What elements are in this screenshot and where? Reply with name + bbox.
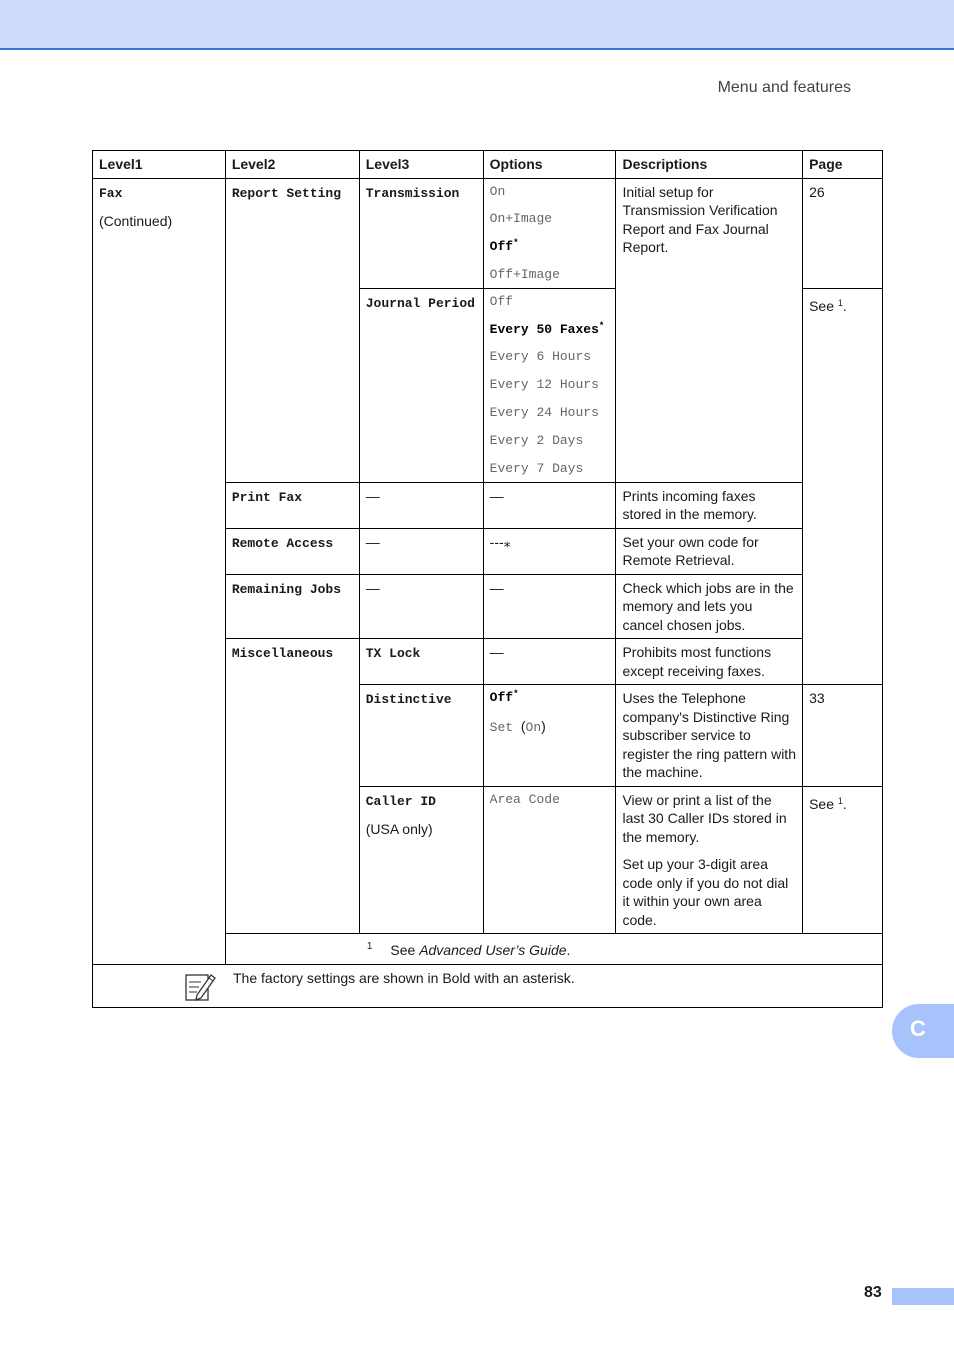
note-row	[93, 964, 883, 1007]
option-item-default	[490, 321, 610, 339]
description-cell: Check which jobs are in the memory and lets you cancel chosen jobs.	[616, 574, 803, 639]
footnote-guide-title: Advanced User’s Guide	[419, 942, 567, 959]
level2-remote-access: Remote Access	[231, 535, 334, 551]
paren-close: )	[541, 717, 546, 734]
level3-distinctive: Distinctive	[365, 692, 452, 708]
page-see-label: See	[809, 297, 835, 314]
page-dot: .	[842, 297, 847, 314]
level3-cell	[359, 685, 483, 787]
option-item: Every 2 Days	[489, 432, 584, 448]
level1-cell	[93, 178, 226, 964]
page-cell: 26	[803, 178, 883, 288]
option-item: Every 6 Hours	[489, 349, 592, 365]
level3-cell	[359, 786, 483, 934]
appendix-tab	[892, 1004, 954, 1058]
option-item: On	[489, 183, 506, 199]
option-item: On+Image	[489, 211, 553, 227]
level2-miscellaneous: Miscellaneous	[231, 646, 334, 662]
level3-tx-lock: TX Lock	[365, 646, 421, 662]
asterisk-mark: *	[513, 238, 519, 249]
level2-cell	[225, 528, 359, 574]
options-cell	[483, 288, 616, 482]
level3-cell: —	[359, 482, 483, 528]
column-header: Level2	[225, 151, 359, 179]
level2-cell	[225, 574, 359, 639]
level3-caller-id: Caller ID	[365, 793, 436, 809]
options-cell: —	[483, 574, 616, 639]
level3-cell	[359, 639, 483, 685]
section-title: Menu and features	[717, 79, 851, 96]
options-cell	[483, 178, 616, 288]
footnote-marker: 1	[366, 941, 373, 953]
footnote-ref: 1	[837, 795, 843, 806]
column-header: Descriptions	[616, 151, 803, 179]
level1-note: (Continued)	[99, 213, 173, 229]
description-cell	[616, 786, 803, 934]
page-see-label: See	[809, 795, 835, 812]
level2-cell	[225, 482, 359, 528]
level3-cell: —	[359, 574, 483, 639]
page-number-bar	[892, 1288, 954, 1305]
page-dot: .	[842, 795, 847, 812]
level3-cell	[359, 178, 483, 288]
footnote-suffix: .	[566, 942, 571, 959]
appendix-letter: C	[910, 1016, 926, 1041]
column-header: Options	[483, 151, 616, 179]
asterisk-mark: *	[513, 689, 519, 700]
header-band	[0, 0, 954, 50]
option-label: Every 50 Faxes	[489, 321, 599, 337]
option-item	[490, 717, 610, 737]
page-number: 83	[864, 1284, 882, 1301]
options-cell	[483, 685, 616, 787]
option-item-default	[490, 689, 610, 707]
description-cell: Prohibits most functions except receiving faxes.	[616, 639, 803, 685]
paren-open: (	[520, 717, 526, 734]
option-item: Off+Image	[489, 266, 560, 282]
option-item: Every 12 Hours	[489, 377, 599, 393]
column-header: Level3	[359, 151, 483, 179]
option-label: Set	[489, 719, 514, 735]
level3-cell	[359, 288, 483, 482]
column-header: Level1	[93, 151, 226, 179]
level3-cell: —	[359, 528, 483, 574]
description-cell: Set your own code for Remote Retrieval.	[616, 528, 803, 574]
option-item: Every 24 Hours	[489, 405, 599, 421]
table-row	[93, 178, 883, 288]
option-item: Every 7 Days	[489, 460, 584, 476]
table-header-row	[93, 151, 883, 179]
option-label: Off	[489, 690, 514, 706]
level2-print-fax: Print Fax	[231, 489, 303, 505]
level2-remaining-jobs: Remaining Jobs	[231, 581, 342, 597]
column-header: Page	[803, 151, 883, 179]
description-text: Set up your 3-digit area code only if you do not dial it within your own area code.	[622, 856, 789, 928]
asterisk-mark: *	[598, 320, 605, 331]
note-text: The factory settings are shown in Bold with an asterisk.	[233, 969, 575, 986]
options-cell	[483, 786, 616, 934]
description-text: View or print a list of the last 30 Caller IDs stored in the memory.	[622, 791, 787, 845]
options-cell: —	[483, 639, 616, 685]
note-cell	[93, 964, 883, 1007]
page-cell	[803, 786, 883, 934]
page-cell: 33	[803, 685, 883, 787]
options-cell: ---⁎	[483, 528, 616, 574]
description-cell: Initial setup for Transmission Verification Report and Fax Journal Report.	[616, 178, 803, 482]
option-item: Area Code	[489, 791, 560, 807]
level2-cell	[225, 639, 359, 934]
menu-table	[92, 150, 883, 1008]
footnote-prefix: See	[390, 942, 420, 959]
footnote-ref: 1	[837, 297, 843, 308]
note-pencil-icon	[183, 969, 217, 1008]
level3-note: (USA only)	[365, 821, 433, 838]
footnote-cell	[225, 934, 882, 965]
level1-label: Fax	[99, 185, 123, 201]
option-item-default	[490, 238, 610, 256]
option-label: Off	[489, 239, 514, 255]
options-cell: —	[483, 482, 616, 528]
option-item: Off	[489, 293, 514, 309]
level2-cell	[225, 178, 359, 482]
option-label: On	[525, 719, 542, 735]
page-cell	[803, 288, 883, 684]
level3-journal-period: Journal Period	[365, 295, 475, 311]
description-cell: Uses the Telephone company's Distinctive Ring subscriber service to register the ring pattern with the machine.	[616, 685, 803, 787]
level2-report-setting: Report Setting	[231, 185, 342, 201]
level3-transmission: Transmission	[365, 185, 460, 201]
description-cell: Prints incoming faxes stored in the memory.	[616, 482, 803, 528]
